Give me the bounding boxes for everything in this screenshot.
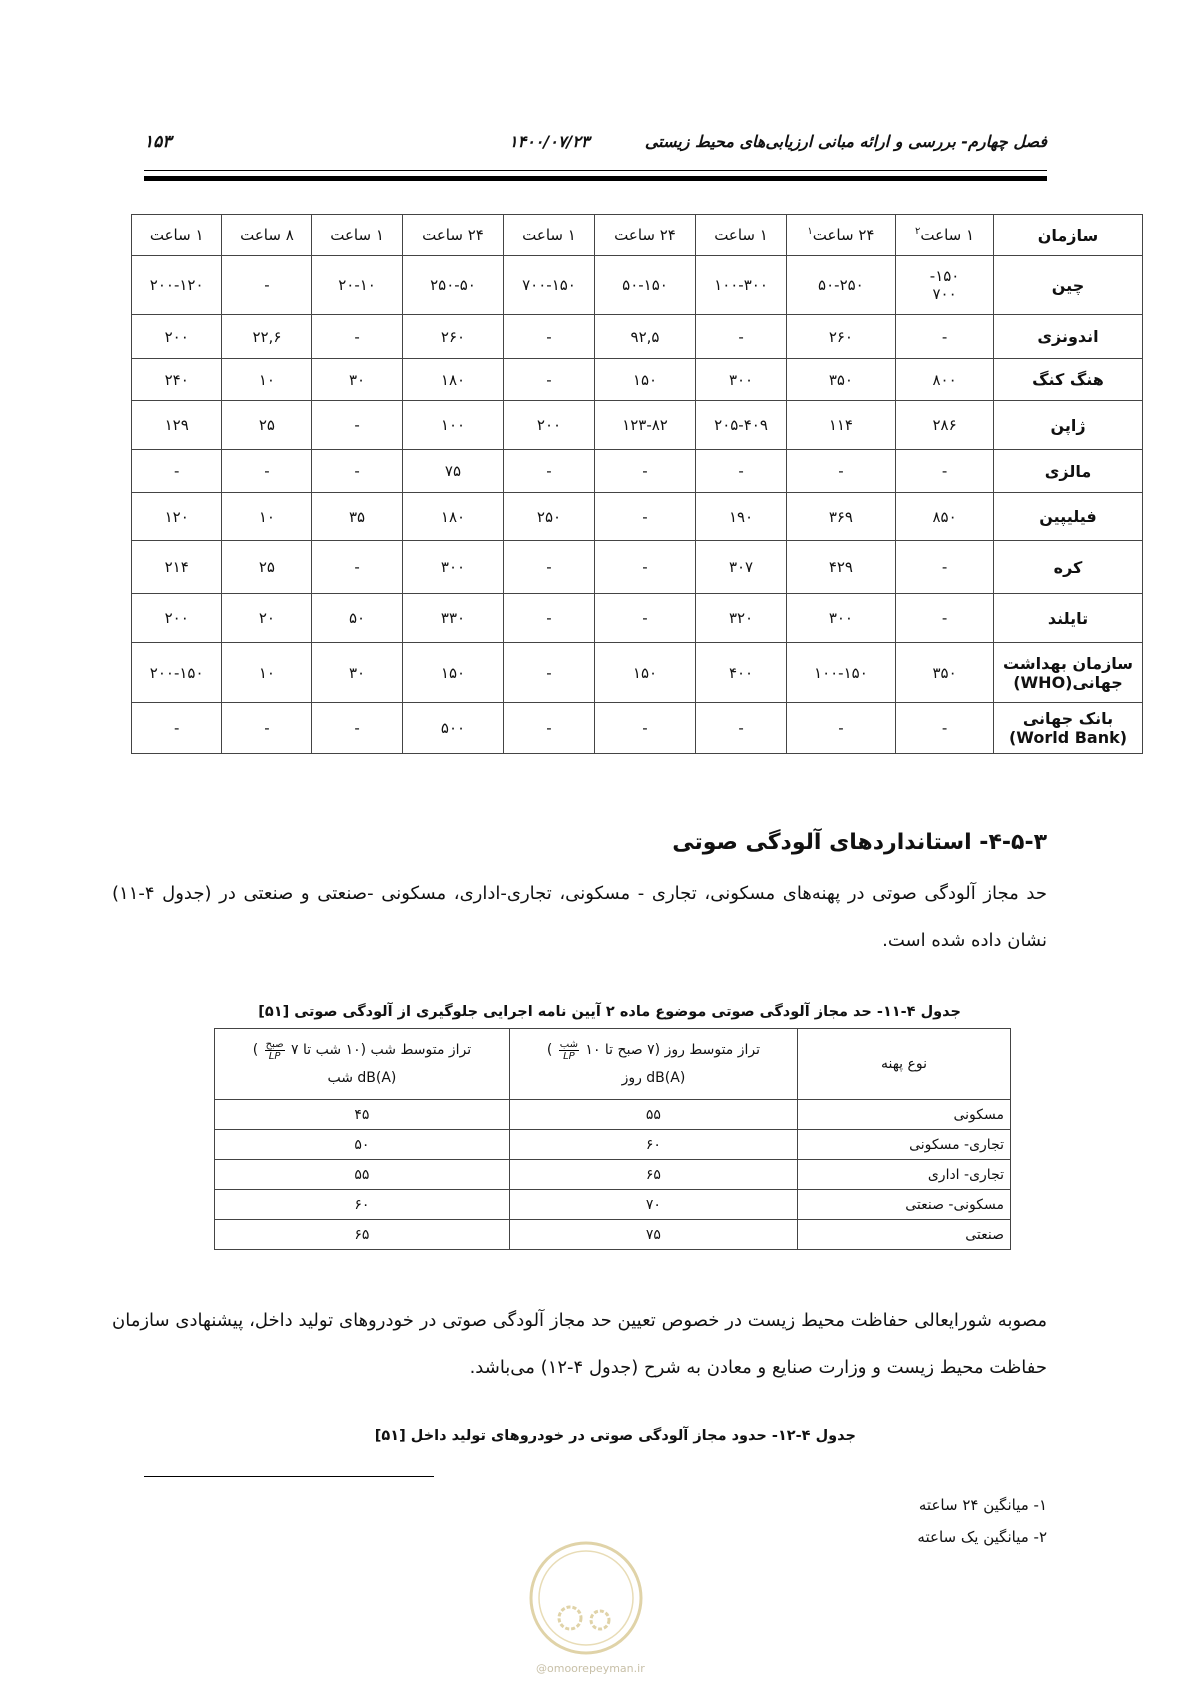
value-cell: ۲۵ (222, 401, 312, 450)
value-cell: ۲۲,۶ (222, 315, 312, 359)
noise-standards-table (131, 214, 1143, 754)
fraction: $\frac{\text{شب}}{LP}$ (559, 1038, 578, 1062)
value-cell: ۲۰ (222, 594, 312, 643)
table-row (215, 1130, 1011, 1160)
org-cell: مالزی (994, 450, 1143, 493)
value-cell: ۳۵۰ (786, 359, 895, 401)
value-cell: ۳۰۰ (696, 359, 786, 401)
value-cell: - (594, 703, 696, 754)
value-cell: ۴۲۹ (786, 541, 895, 594)
table-header-row (215, 1029, 1011, 1100)
chapter-title: فصل چهارم- بررسی و ارائه مبانی ارزیابی‌های محیط زیستی (644, 132, 1047, 151)
night-cell: ۶۰ (215, 1190, 510, 1220)
value-cell: ۳۶۹ (786, 493, 895, 541)
value-cell: ۲۴۰ (132, 359, 222, 401)
footnote-rule (144, 1476, 434, 1477)
value-cell: ۲۰۵-۴۰۹ (696, 401, 786, 450)
night-cell: ۵۰ (215, 1130, 510, 1160)
value-cell: - (312, 401, 402, 450)
header-cell: ۲۴ ساعت$^۱$ (786, 215, 895, 256)
zone-cell: مسکونی (798, 1100, 1011, 1130)
value-cell: ۱۰۰ (402, 401, 504, 450)
noise-limits-table (214, 1028, 1011, 1250)
table-row (132, 594, 1143, 643)
header-rule-thick (144, 176, 1047, 181)
header-cell: ۲۴ ساعت (402, 215, 504, 256)
value-cell: ۱۵۰ (594, 359, 696, 401)
value-cell: ۴۰۰ (696, 643, 786, 703)
org-cell: اندونزی (994, 315, 1143, 359)
org-cell: چین (994, 256, 1143, 315)
value-cell: - (222, 450, 312, 493)
value-cell: - (696, 315, 786, 359)
footnote: ۲- میانگین یک ساعته (917, 1528, 1047, 1546)
page-number: ۱۵۳ (144, 132, 172, 152)
zone-cell: تجاری- اداری (798, 1160, 1011, 1190)
value-cell: ۷۵ (402, 450, 504, 493)
value-cell: - (896, 450, 994, 493)
value-cell: ۱۵۰ (402, 643, 504, 703)
day-cell: ۶۰ (509, 1130, 797, 1160)
value-cell: - (222, 256, 312, 315)
value-cell: - (594, 594, 696, 643)
org-cell: کره (994, 541, 1143, 594)
zone-cell: مسکونی- صنعتی (798, 1190, 1011, 1220)
value-cell: ۳۵ (312, 493, 402, 541)
value-cell: - (504, 541, 594, 594)
day-cell: ۵۵ (509, 1100, 797, 1130)
value-cell: - (594, 493, 696, 541)
value-cell: - (504, 643, 594, 703)
value-cell: - (132, 450, 222, 493)
zone-cell: صنعتی (798, 1220, 1011, 1250)
org-cell: هنگ کنگ (994, 359, 1143, 401)
zone-cell: تجاری- مسکونی (798, 1130, 1011, 1160)
value-cell: - (896, 315, 994, 359)
org-cell: بانک جهانی (World Bank) (994, 703, 1143, 754)
value-cell: - (896, 703, 994, 754)
value-cell: ۲۵۰-۵۰ (402, 256, 504, 315)
value-cell: ۱۸۰ (402, 359, 504, 401)
value-cell: - (312, 703, 402, 754)
value-cell: ۳۲۰ (696, 594, 786, 643)
table-body (215, 1100, 1011, 1250)
value-cell: ۲۰۰ (132, 594, 222, 643)
value-cell: - (594, 541, 696, 594)
value-cell: ۳۰۰ (786, 594, 895, 643)
table-row (132, 450, 1143, 493)
page-header (144, 132, 1047, 154)
value-cell: ۲۸۶ (896, 401, 994, 450)
value-cell: ۳۰ (312, 359, 402, 401)
table-row (132, 643, 1143, 703)
header-cell: ۱ ساعت (132, 215, 222, 256)
value-cell: ۳۰۰ (402, 541, 504, 594)
header-cell: ۸ ساعت (222, 215, 312, 256)
table-row (132, 315, 1143, 359)
value-cell: ۳۵۰ (896, 643, 994, 703)
header-cell: تراز متوسط شب (۱۰ شب تا ۷ $\frac{\text{صبح}}{LP}$ ) dB(A) شب (215, 1029, 510, 1100)
day-cell: ۷۰ (509, 1190, 797, 1220)
value-cell: ۱۰ (222, 493, 312, 541)
table-row (215, 1160, 1011, 1190)
value-cell: ۹۲,۵ (594, 315, 696, 359)
org-cell: سازمان بهداشت جهانی(WHO) (994, 643, 1143, 703)
header-date: ۱۴۰۰/۰۷/۲۳ (509, 132, 590, 151)
org-cell: ژاپن (994, 401, 1143, 450)
value-cell: ۸۵۰ (896, 493, 994, 541)
night-cell: ۶۵ (215, 1220, 510, 1250)
value-cell: - (312, 315, 402, 359)
fraction: $\frac{\text{صبح}}{LP}$ (265, 1038, 284, 1062)
table-row (215, 1220, 1011, 1250)
value-cell: ۲۵ (222, 541, 312, 594)
value-cell: ۲۶۰ (786, 315, 895, 359)
value-cell: - (504, 703, 594, 754)
day-cell: ۷۵ (509, 1220, 797, 1250)
value-cell: ۵۰-۱۵۰ (594, 256, 696, 315)
org-cell: تایلند (994, 594, 1143, 643)
watermark-logo (528, 1540, 644, 1656)
table-row (132, 359, 1143, 401)
value-cell: ۲۱۴ (132, 541, 222, 594)
table-caption: جدول ۴-۱۲- حدود مجاز آلودگی صوتی در خودروهای تولید داخل [۵۱] (374, 1428, 856, 1444)
value-cell: ۲۰۰-۱۵۰ (132, 643, 222, 703)
table-row (132, 703, 1143, 754)
value-cell: - (504, 450, 594, 493)
org-cell: فیلیپین (994, 493, 1143, 541)
value-cell: - (786, 450, 895, 493)
table-caption: جدول ۴-۱۱- حد مجاز آلودگی صوتی موضوع ماده ۲ آیین نامه اجرایی جلوگیری از آلودگی صوتی [۵۱] (258, 1004, 961, 1020)
header-cell: ۱ ساعت (696, 215, 786, 256)
value-cell: ۱۲۳-۸۲ (594, 401, 696, 450)
value-cell: - (504, 315, 594, 359)
value-cell: ۱۱۴ (786, 401, 895, 450)
value-cell: - (504, 359, 594, 401)
value-cell: ۲۰-۱۰ (312, 256, 402, 315)
value-cell: ۳۳۰ (402, 594, 504, 643)
value-cell: ۲۵۰ (504, 493, 594, 541)
day-cell: ۶۵ (509, 1160, 797, 1190)
table-row (132, 493, 1143, 541)
paragraph: مصوبه شورایعالی حفاظت محیط زیست در خصوص تعیین حد مجاز آلودگی صوتی در خودروهای تولید داخل، پیشنهادی سازمان حفاظت محیط زیست و وزارت صنایع و معادن به شرح (جدول ۴-۱۲) می‌باشد. (112, 1310, 1047, 1378)
value-cell: ۱۸۰ (402, 493, 504, 541)
value-cell: ۱۰ (222, 643, 312, 703)
value-cell: ۵۰ (312, 594, 402, 643)
value-cell: ۲۰۰ (132, 315, 222, 359)
paragraph: حد مجاز آلودگی صوتی در پهنه‌های مسکونی، تجاری - مسکونی، تجاری-اداری، مسکونی -صنعتی و صنعتی در (جدول ۴-۱۱) نشان داده شده است. (112, 883, 1047, 951)
value-cell: ۱۲۹ (132, 401, 222, 450)
value-cell: ۱۵۰ (594, 643, 696, 703)
value-cell: ۱۵۰- ۷۰۰ (896, 256, 994, 315)
value-cell: - (312, 450, 402, 493)
table-row (215, 1100, 1011, 1130)
table-body (132, 256, 1143, 754)
value-cell: ۱۹۰ (696, 493, 786, 541)
night-cell: ۵۵ (215, 1160, 510, 1190)
value-cell: ۵۰-۲۵۰ (786, 256, 895, 315)
value-cell: ۱۲۰ (132, 493, 222, 541)
table-row (132, 256, 1143, 315)
value-cell: - (132, 703, 222, 754)
value-cell: - (594, 450, 696, 493)
table-header-row (132, 215, 1143, 256)
value-cell: ۳۰ (312, 643, 402, 703)
value-cell: ۱۰۰-۳۰۰ (696, 256, 786, 315)
value-cell: ۵۰۰ (402, 703, 504, 754)
header-cell: ۱ ساعت (312, 215, 402, 256)
value-cell: ۱۰۰-۱۵۰ (786, 643, 895, 703)
header-rule-thin (144, 170, 1047, 171)
value-cell: ۲۰۰ (504, 401, 594, 450)
header-cell: تراز متوسط روز (۷ صبح تا ۱۰ $\frac{\text{شب}}{LP}$ ) dB(A) روز (509, 1029, 797, 1100)
table-row (132, 401, 1143, 450)
value-cell: ۷۰۰-۱۵۰ (504, 256, 594, 315)
value-cell: - (696, 450, 786, 493)
value-cell: - (696, 703, 786, 754)
header-cell: نوع پهنه (798, 1029, 1011, 1100)
value-cell: ۲۰۰-۱۲۰ (132, 256, 222, 315)
header-cell: سازمان (994, 215, 1143, 256)
value-cell: - (312, 541, 402, 594)
header-cell: ۱ ساعت (504, 215, 594, 256)
section-heading: ۴-۵-۳- استانداردهای آلودگی صوتی (672, 830, 1047, 855)
value-cell: ۸۰۰ (896, 359, 994, 401)
value-cell: ۲۶۰ (402, 315, 504, 359)
value-cell: - (896, 541, 994, 594)
header-cell: ۲۴ ساعت (594, 215, 696, 256)
value-cell: - (222, 703, 312, 754)
table-row (132, 541, 1143, 594)
value-cell: - (896, 594, 994, 643)
value-cell: ۳۰۷ (696, 541, 786, 594)
value-cell: - (504, 594, 594, 643)
value-cell: - (786, 703, 895, 754)
footnote: ۱- میانگین ۲۴ ساعته (918, 1496, 1047, 1514)
value-cell: ۱۰ (222, 359, 312, 401)
table-row (215, 1190, 1011, 1220)
night-cell: ۴۵ (215, 1100, 510, 1130)
watermark-text: @omoorepeyman.ir (536, 1662, 645, 1675)
header-cell: ۱ ساعت$^۲$ (896, 215, 994, 256)
